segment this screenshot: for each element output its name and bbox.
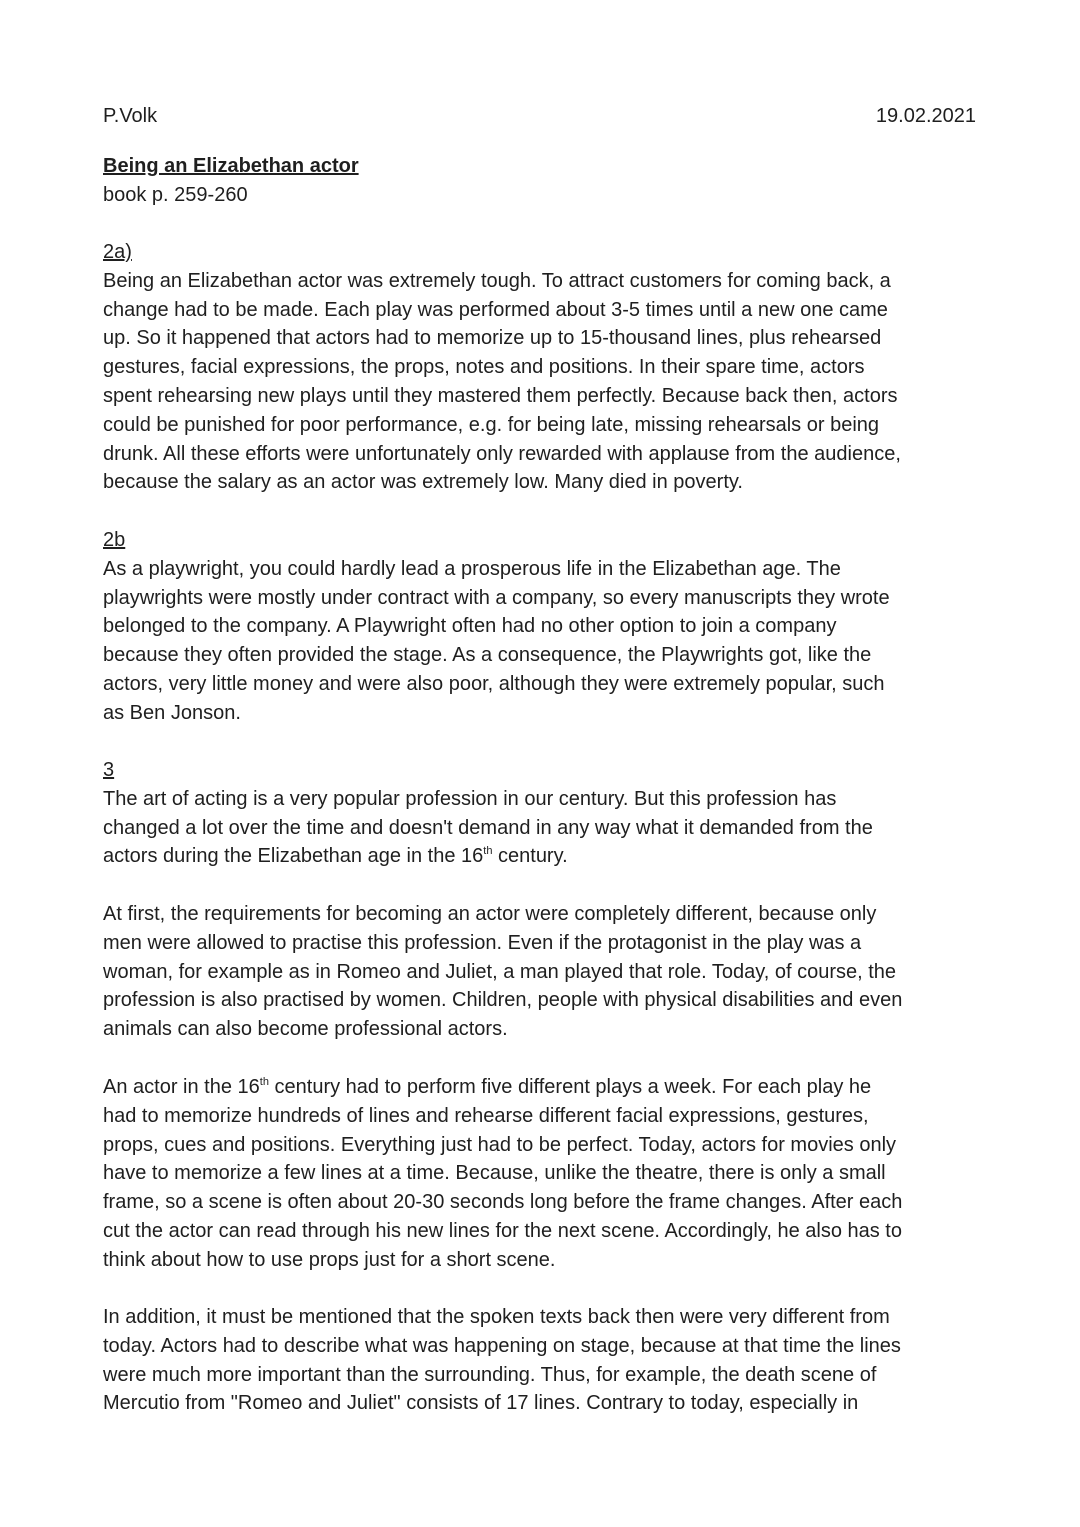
- line-text: century.: [492, 845, 568, 868]
- paragraph-line: cut the actor can read through his new lines for the next scene. Accordingly, he also has to: [103, 1219, 902, 1242]
- section-2b-line: as Ben Jonson.: [103, 701, 241, 724]
- section-2a-line: spent rehearsing new plays until they mastered them perfectly. Because back then, actors: [103, 384, 898, 407]
- section-2b: [103, 526, 983, 728]
- paragraph-line: were much more important than the surrounding. Thus, for example, the death scene of: [103, 1363, 877, 1386]
- section-2a-line: drunk. All these efforts were unfortunately only rewarded with applause from the audience,: [103, 442, 901, 465]
- line-text: An actor in the 16: [103, 1076, 260, 1098]
- author-name: P.Volk: [103, 105, 158, 127]
- paragraph-line: men were allowed to practise this profession. Even if the protagonist in the play was a: [103, 931, 862, 954]
- section-3-line: changed a lot over the time and doesn't demand in any way what it demanded from the: [103, 816, 873, 839]
- paragraph-line: had to memorize hundreds of lines and rehearse different facial expressions, gestures,: [103, 1104, 869, 1127]
- paragraph-line: Mercutio from "Romeo and Juliet" consists of 17 lines. Contrary to today, especially in: [103, 1392, 859, 1415]
- section-heading-2a: 2a): [103, 241, 132, 263]
- section-3-paragraph-4: [103, 1303, 983, 1418]
- document-subtitle: book p. 259-260: [103, 184, 248, 206]
- section-2b-line: As a playwright, you could hardly lead a prosperous life in the Elizabethan age. The: [103, 557, 841, 580]
- document-date: 19.02.2021: [875, 105, 976, 127]
- section-2b-line: belonged to the company. A Playwright often had no other option to join a company: [103, 615, 837, 638]
- section-2a-line: because the salary as an actor was extremely low. Many died in poverty.: [103, 471, 743, 494]
- paragraph-line: props, cues and positions. Everything just had to be perfect. Today, actors for movies only: [103, 1133, 897, 1156]
- section-3-paragraph-2: [103, 900, 983, 1044]
- section-3: [103, 756, 983, 871]
- section-heading-3: 3: [103, 759, 115, 781]
- paragraph-line: woman, for example as in Romeo and Juliet, a man played that role. Today, of course, the: [103, 960, 897, 983]
- paragraph-line: At first, the requirements for becoming an actor were completely different, because only: [103, 903, 877, 925]
- superscript: th: [483, 845, 493, 858]
- paragraph-line: [103, 1073, 983, 1102]
- paragraph-line: profession is also practised by women. Children, people with physical disabilities and even: [103, 989, 903, 1012]
- paragraph-line: today. Actors had to describe what was happening on stage, because at that time the lines: [103, 1334, 901, 1357]
- section-2b-line: actors, very little money and were also poor, although they were extremely popular, such: [103, 672, 885, 695]
- paragraph-line: In addition, it must be mentioned that the spoken texts back then were very different from: [103, 1306, 890, 1328]
- section-3-line: [103, 842, 983, 871]
- paragraph-line: think about how to use props just for a short scene.: [103, 1248, 556, 1271]
- section-2b-line: playwrights were mostly under contract with a company, so every manuscripts they wrote: [103, 586, 890, 609]
- section-2b-line: because they often provided the stage. As a consequence, the Playwrights got, like the: [103, 644, 872, 667]
- superscript: th: [259, 1076, 269, 1088]
- document-title: Being an Elizabethan actor: [103, 155, 359, 177]
- section-3-paragraph-3: [103, 1073, 983, 1275]
- line-text: actors during the Elizabethan age in the 16: [103, 845, 484, 868]
- section-2a: [103, 238, 983, 497]
- paragraph-line: animals can also become professional actors.: [103, 1018, 508, 1041]
- section-2a-line: up. So it happened that actors had to memorize up to 15-thousand lines, plus rehearsed: [103, 327, 882, 350]
- section-2a-line: gestures, facial expressions, the props, notes and positions. In their spare time, actors: [103, 356, 865, 379]
- line-text: century had to perform five different plays a week. For each play he: [268, 1076, 872, 1098]
- paragraph-line: have to memorize a few lines at a time. Because, unlike the theatre, there is only a small: [103, 1162, 886, 1185]
- section-2a-line: Being an Elizabethan actor was extremely tough. To attract customers for coming back, a: [103, 269, 891, 292]
- paragraph-line: frame, so a scene is often about 20-30 seconds long before the frame changes. After each: [103, 1191, 903, 1214]
- section-2a-line: could be punished for poor performance, e.g. for being late, missing rehearsals or being: [103, 413, 880, 436]
- section-3-line: The art of acting is a very popular profession in our century. But this profession has: [103, 787, 837, 810]
- section-2a-line: change had to be made. Each play was performed about 3-5 times until a new one came: [103, 298, 888, 321]
- section-heading-2b: 2b: [103, 529, 126, 551]
